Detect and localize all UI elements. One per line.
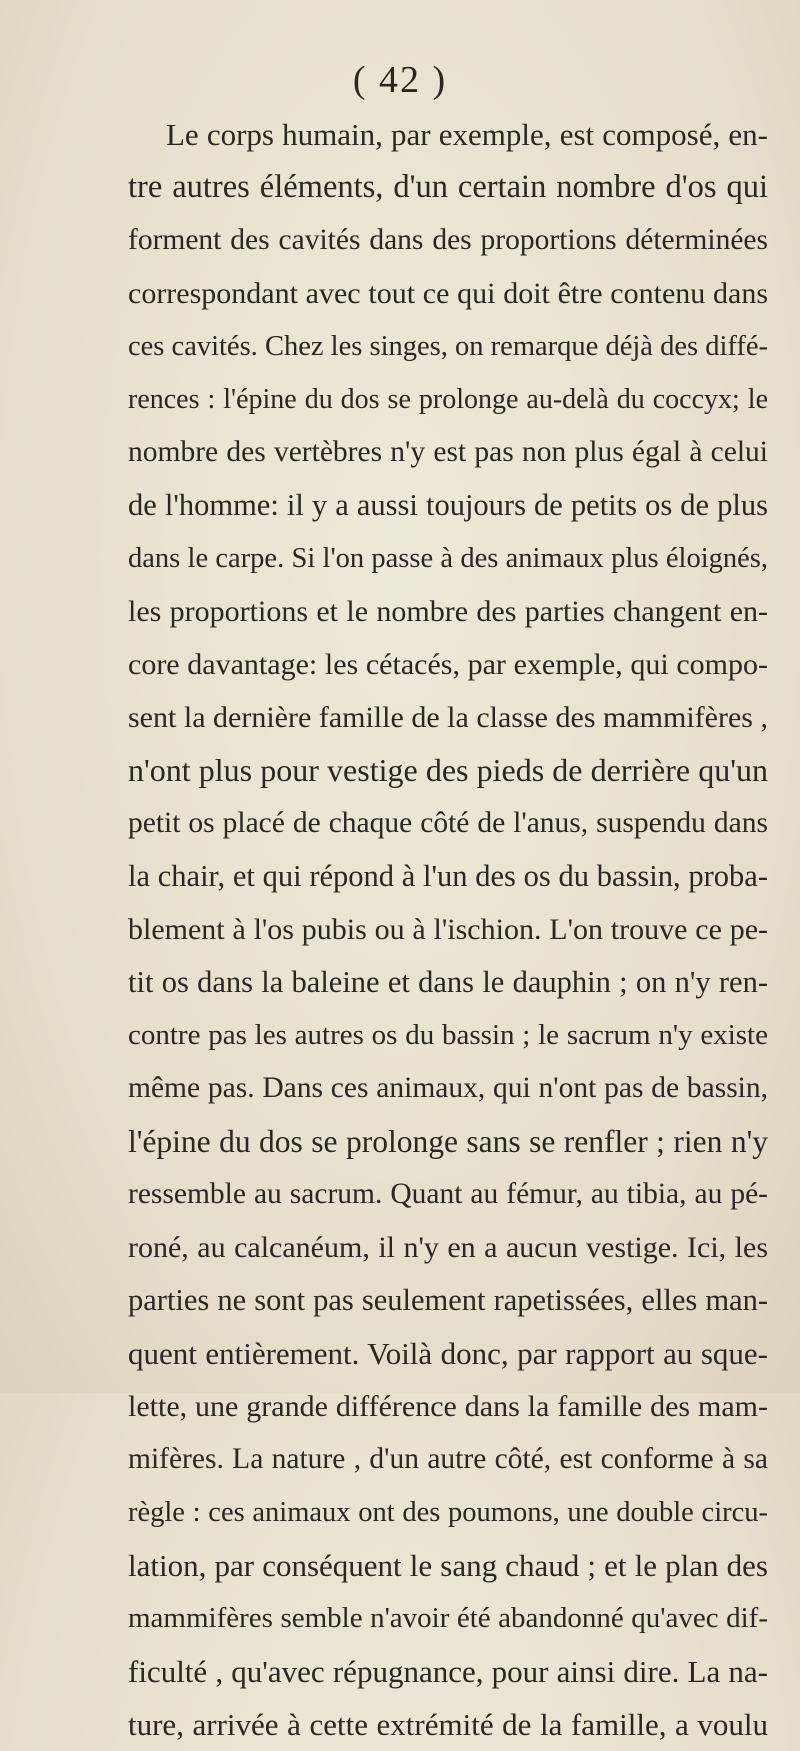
text-line: même pas. Dans ces animaux, qui n'ont pas de bassin, — [128, 1072, 768, 1104]
text-line: ressemble au sacrum. Quant au fémur, au tibia, au pé- — [128, 1178, 768, 1210]
text-line: petit os placé de chaque côté de l'anus, suspendu dans — [128, 807, 768, 839]
text-line: contre pas les autres os du bassin ; le sacrum n'y existe — [128, 1019, 768, 1051]
text-line: roné, au calcanéum, il n'y en a aucun vestige. Ici, les — [128, 1231, 768, 1264]
text-line: ture, arrivée à cette extrémité de la famille, a voulu — [128, 1707, 768, 1742]
text-line: tit os dans la baleine et dans le dauphin ; on n'y ren- — [128, 965, 768, 999]
text-line: dans le carpe. Si l'on passe à des animaux plus éloignés, — [128, 543, 768, 574]
text-line: n'ont plus pour vestige des pieds de derrière qu'un — [128, 752, 768, 788]
text-line: tre autres éléments, d'un certain nombre d'os qui — [128, 169, 768, 205]
text-line: Le corps humain, par exemple, est composé, en- — [166, 117, 768, 152]
text-line: ficulté , qu'avec répugnance, pour ainsi dire. La na- — [128, 1654, 768, 1689]
text-line: nombre des vertèbres n'y est pas non plus égal à celui — [128, 436, 768, 468]
text-line: forment des cavités dans des proportions déterminées — [128, 224, 768, 256]
body-text — [128, 108, 768, 1751]
text-line: l'épine du dos se prolonge sans se renfler ; rien n'y — [128, 1124, 768, 1159]
text-line: correspondant avec tout ce qui doit être contenu dans — [128, 277, 768, 310]
text-line: lation, par conséquent le sang chaud ; et le plan des — [128, 1548, 768, 1583]
text-line: de l'homme: il y a aussi toujours de petits os de plus — [128, 488, 768, 522]
text-line: la chair, et qui répond à l'un des os du bassin, proba- — [128, 859, 768, 893]
text-line: règle : ces animaux ont des poumons, une double circu- — [128, 1497, 768, 1528]
text-line: core davantage: les cétacés, par exemple, qui compo- — [128, 648, 768, 681]
text-line: sent la dernière famille de la classe des mammifères , — [128, 701, 768, 734]
text-line: les proportions et le nombre des parties changent en- — [128, 595, 768, 628]
text-line: rences : l'épine du dos se prolonge au-delà du coccyx; le — [128, 384, 768, 415]
text-line: mammifères semble n'avoir été abandonné qu'avec dif- — [128, 1602, 768, 1634]
text-line: blement à l'os pubis ou à l'ischion. L'on trouve ce pe- — [128, 913, 768, 946]
text-line: parties ne sont pas seulement rapetissées, elles man- — [128, 1283, 768, 1317]
page-number: ( 42 ) — [352, 59, 448, 101]
text-line: ces cavités. Chez les singes, on remarque déjà des diffé- — [128, 331, 768, 362]
text-line: mifères. La nature , d'un autre côté, est conforme à sa — [128, 1443, 768, 1475]
text-line: quent entièrement. Voilà donc, par rapport au sque- — [128, 1336, 768, 1371]
text-line: lette, une grande différence dans la famille des mam- — [128, 1390, 768, 1423]
